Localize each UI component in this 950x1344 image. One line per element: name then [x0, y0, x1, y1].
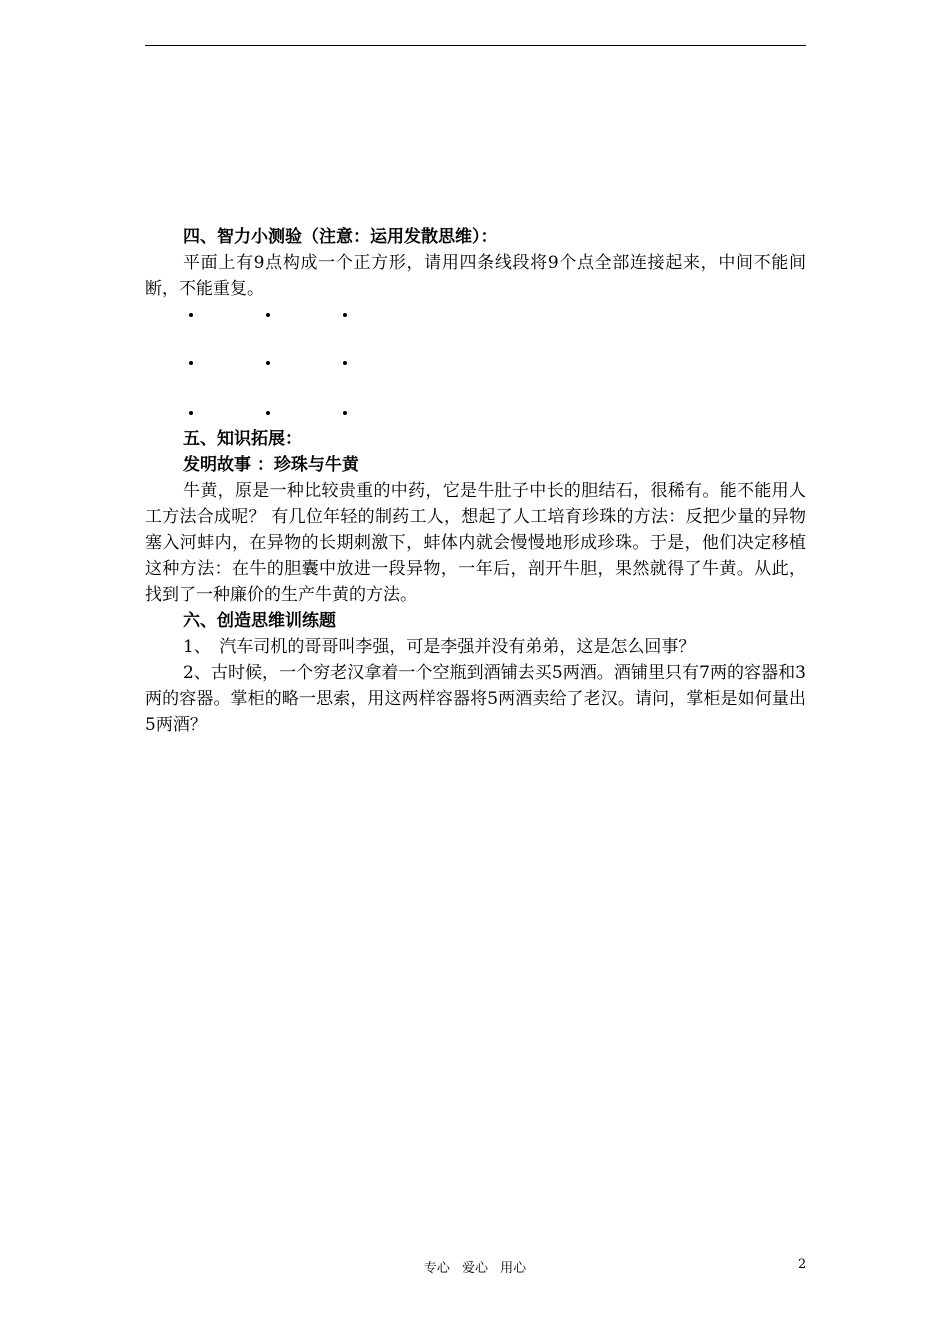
question-2: 2、古时候，一个穷老汉拿着一个空瓶到酒铺去买5两酒。酒铺里只有7两的容器和3两的容器。掌柜的略一思索，用这两样容器将5两酒卖给了老汉。请问，掌柜是如何量出5两酒？	[145, 663, 806, 735]
page-number: 2	[798, 1257, 807, 1272]
nine-dot-grid	[145, 302, 806, 426]
grid-dot	[266, 313, 270, 317]
grid-dot	[343, 313, 347, 317]
grid-dot	[189, 313, 193, 317]
section-5-heading: 五、知识拓展：	[183, 429, 302, 449]
grid-dot	[343, 361, 347, 365]
section-4-heading: 四、智力小测验（注意：运用发散思维）：	[183, 227, 498, 247]
section-4-text: 平面上有9点构成一个正方形，请用四条线段将9个点全部连接起来，中间不能间断，不能重复。	[145, 253, 806, 299]
header-rule	[145, 45, 806, 46]
grid-dot	[189, 411, 193, 415]
page-content	[145, 224, 806, 738]
grid-dot	[266, 361, 270, 365]
grid-dot	[266, 411, 270, 415]
section-6-heading: 六、创造思维训练题	[183, 611, 336, 631]
section-5-text: 牛黄，原是一种比较贵重的中药，它是牛肚子中长的胆结石，很稀有。能不能用人工方法合成呢？ 有几位年轻的制药工人，想起了人工培育珍珠的方法：反把少量的异物塞入河蚌内，在异物的长期刺激下，蚌体内就会慢慢地形成珍珠。于是，他们决定移植这种方法：在牛的胆囊中放进一段异物，一年后，剖开牛胆，果然就得了牛黄。从此，找到了一种廉价的生产牛黄的方法。	[145, 481, 806, 605]
question-1: 1、 汽车司机的哥哥叫李强，可是李强并没有弟弟，这是怎么回事？	[183, 637, 696, 657]
footer-motto: 专心 爱心 用心	[423, 1261, 527, 1276]
grid-dot	[189, 361, 193, 365]
section-5-subheading: 发明故事 ：珍珠与牛黄	[183, 455, 359, 475]
grid-dot	[343, 411, 347, 415]
